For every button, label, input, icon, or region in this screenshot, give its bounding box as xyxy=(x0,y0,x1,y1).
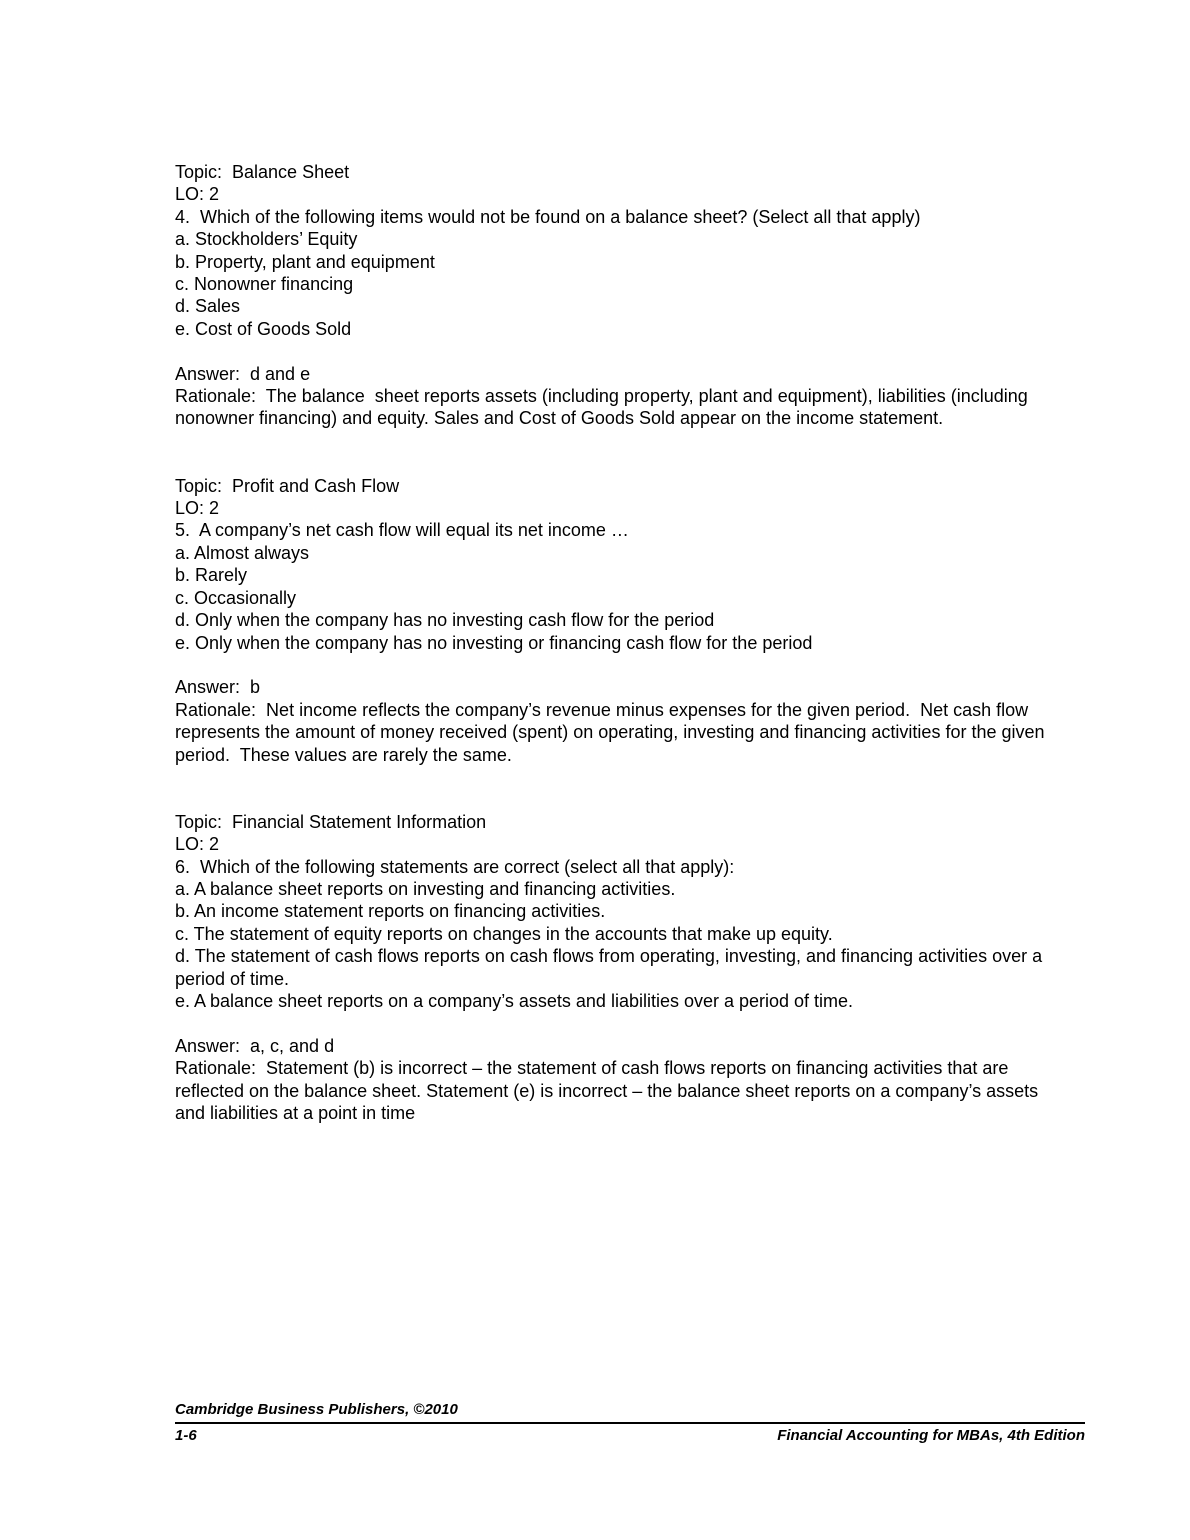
spacer xyxy=(175,654,1055,676)
question-block-5 xyxy=(175,475,1055,766)
option-d: d. Sales xyxy=(175,296,241,317)
option-a: a. A balance sheet reports on investing and financing activities. xyxy=(175,878,676,899)
spacer xyxy=(175,340,1055,362)
option-a: a. Almost always xyxy=(175,542,310,563)
lo-line: LO: 2 xyxy=(175,498,220,519)
footer-bottom-row xyxy=(175,1424,1085,1446)
option-e: e. Cost of Goods Sold xyxy=(175,318,352,339)
option-c: c. Nonowner financing xyxy=(175,274,354,295)
option-b: b. Property, plant and equipment xyxy=(175,251,435,272)
option-b: b. Rarely xyxy=(175,565,248,586)
lo-line: LO: 2 xyxy=(175,834,220,855)
topic-line: Topic: Profit and Cash Flow xyxy=(175,475,400,496)
footer-publisher: Cambridge Business Publishers, ©2010 xyxy=(175,1400,1085,1424)
topic-line: Topic: Financial Statement Information xyxy=(175,811,487,832)
option-d: d. The statement of cash flows reports on cash flows from operating, investing, and financing activities over a period of time. xyxy=(175,946,1048,989)
question-text: 4. Which of the following items would not be found on a balance sheet? (Select all that apply) xyxy=(175,206,921,227)
option-b: b. An income statement reports on financing activities. xyxy=(175,901,606,922)
page-footer xyxy=(175,1400,1085,1446)
rationale-text: Rationale: Statement (b) is incorrect – the statement of cash flows reports on financing activities that are reflected on the balance sheet. Statement (e) is incorrect – the balance sheet reports on a company’s assets and liabilities at a point in time xyxy=(175,1058,1044,1123)
answer-line: Answer: d and e xyxy=(175,363,311,384)
spacer xyxy=(175,1012,1055,1034)
rationale-text: Rationale: Net income reflects the company’s revenue minus expenses for the given period. Net cash flow represents the amount of money received (spent) on operating, investing and financing activities for the given period. These values are rarely the same. xyxy=(175,699,1050,765)
option-c: c. The statement of equity reports on changes in the accounts that make up equity. xyxy=(175,923,833,944)
footer-book-title: Financial Accounting for MBAs, 4th Edition xyxy=(777,1427,1085,1444)
lo-line: LO: 2 xyxy=(175,184,220,205)
topic-line: Topic: Balance Sheet xyxy=(175,162,350,182)
answer-line: Answer: a, c, and d xyxy=(175,1035,335,1056)
rationale-text: Rationale: The balance sheet reports assets (including property, plant and equipment), liabilities (including nonowner financing) and equity. Sales and Cost of Goods Sold appear on the income statement. xyxy=(175,386,1033,429)
footer-page-number: 1-6 xyxy=(175,1427,197,1444)
option-e: e. Only when the company has no investing or financing cash flow for the period xyxy=(175,632,813,653)
option-e: e. A balance sheet reports on a company’s assets and liabilities over a period of time. xyxy=(175,990,854,1011)
question-block-4 xyxy=(175,161,1055,430)
question-text: 6. Which of the following statements are correct (select all that apply): xyxy=(175,856,735,877)
option-c: c. Occasionally xyxy=(175,587,297,608)
question-block-6 xyxy=(175,811,1055,1125)
answer-line: Answer: b xyxy=(175,677,261,698)
option-d: d. Only when the company has no investing cash flow for the period xyxy=(175,610,715,631)
option-a: a. Stockholders’ Equity xyxy=(175,229,358,250)
document-body xyxy=(175,161,1055,1124)
question-text: 5. A company’s net cash flow will equal its net income … xyxy=(175,520,629,541)
